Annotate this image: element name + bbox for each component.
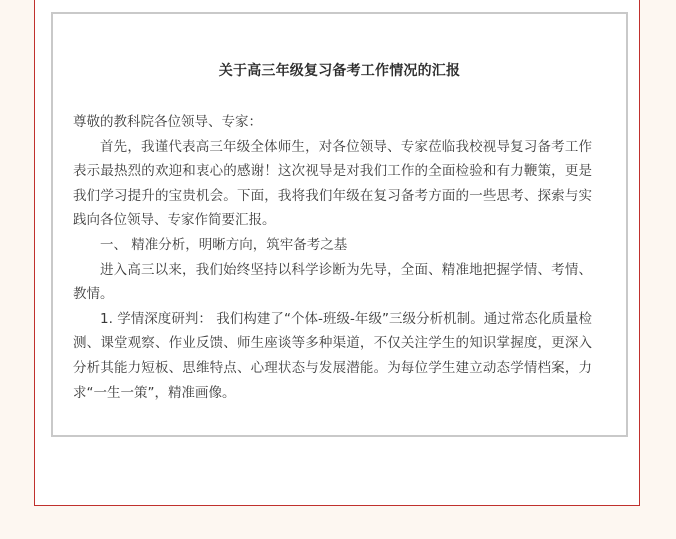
document-body — [73, 110, 592, 405]
document-card — [51, 12, 628, 437]
greeting: 尊敬的教科院各位领导、专家： — [73, 114, 262, 130]
paragraph-student-analysis: 1. 学情深度研判： 我们构建了“个体-班级-年级”三级分析机制。通过常态化质量检测、课堂观察、作业反馈、师生座谈等多种渠道，不仅关注学生的知识掌握度，更深入分析其能力短板、思维特点、心理状态与发展潜能。为每位学生建立动态学情档案，力求“一生一策”，精准画像。 — [73, 310, 592, 401]
paragraph-intro: 首先，我谨代表高三年级全体师生，对各位领导、专家莅临我校视导复习备考工作表示最热烈的欢迎和衷心的感谢！这次视导是对我们工作的全面检验和有力鞭策，更是我们学习提升的宝贵机会。下面，我将我们年级在复习备考方面的一些思考、探索与实践向各位领导、专家作简要汇报。 — [73, 138, 592, 229]
paragraph-section-intro: 进入高三以来，我们始终坚持以科学诊断为先导，全面、精准地把握学情、考情、教情。 — [73, 261, 592, 303]
section-heading: 一、 精准分析，明晰方向，筑牢备考之基 — [100, 236, 348, 253]
document-title: 关于高三年级复习备考工作情况的汇报 — [218, 63, 461, 79]
